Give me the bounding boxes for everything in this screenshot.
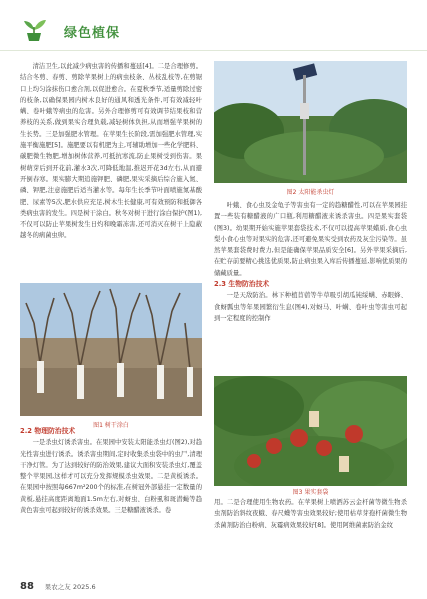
figure-tree-whitewash-photo: [20, 283, 202, 416]
column-right-lower-text: [214, 497, 407, 531]
paragraph: 清洁卫生,以此减少病虫害的传播和蔓延[4]。二是合理修剪。结合冬剪、春剪、剪除苹果树上的病虫枝条、丛枝乱枝等,在剪锯口上均匀涂抹伤口愈合剂,以促进愈合。在夏秋季节,适量剪除过密的枝条,以确保果园内树木良好的通风和透光条件,可有效减轻叶螨、卷叶蛾等病虫的危害。另外合理修剪可有效调节结果枝和营养枝的关系,做到果实合理负载,减轻树体负担,从而增强苹果树的生长势。三是加强肥水管理。在苹果生长阶段,需加强肥水管理,实施平衡施肥[5]。施肥要以有机肥为主,可辅助增加一些化学肥料、碳肥微生物肥,增加树体营养,可抵抗寒流,防止果树受到伤害。果树萌芽后到开花前,灌水3次,可降低地温,推迟开花3d左右,从而避开倒春寒。果实膨大期追施钾肥、磷肥,果实采摘后综合施入氮、磷、钾肥,注意施肥后适当灌水等。每年生长季节叶面喷施氮基酸肥、尿素等5次,肥水供应充足,树木生长健康,可有效预防和抵御各类病虫害的发生。四是树干涂白。秋冬对树干进行涂白保护(图1),不仅可以防止苹果树发生日灼和晚霜冻害,还可消灭在树干上隐蔽越冬的病菌虫卵。: [20, 63, 202, 240]
page-header: [0, 0, 427, 52]
magazine-name: 果农之友 2025.6: [44, 583, 96, 591]
paragraph: 用。二是合理使用生物农药。在苹果树上喷洒苏云金杆菌等微生物杀虫剂防治斜纹夜蛾、春尺蠖等害虫效果较好;使用枯草芽孢杆菌微生物杀菌剂防治白粉病、灰霉病效果较好[8]。使用阿维菌素防治金纹: [214, 499, 407, 529]
paragraph: 一是天敌防治。林下种植苜蓿等牛草吸引胡瓜钝绥螨、赤眼蜂、食蚜瓢虫等年果园繁衍生息(图4),对蚜马、叶螨、卷叶虫等害虫可起到一定程度的控制作: [214, 292, 407, 322]
column-left-lower-text: [20, 426, 202, 516]
figure-2-caption: 图2 太阳能杀虫灯: [286, 189, 335, 196]
seedling-pot-icon: [20, 15, 48, 43]
section-title: 绿色植保: [64, 26, 121, 41]
section-heading: 2.3 生物防治技术: [214, 280, 270, 289]
page-number: 88: [20, 581, 34, 592]
column-left-text: [20, 61, 202, 242]
figure-1-caption: 图1 树干涂白: [93, 422, 129, 429]
header-divider: [0, 50, 427, 51]
paragraph: 一是杀虫灯诱杀害虫。在果园中安装太阳能杀虫灯(图2),对趋光性害虫进行诱杀。诱杀害虫期间,定时收集杀虫袋中的虫尸,清理干净灯管。为了达到较好的防治效果,建议大面积安装杀虫灯,覆盖整个苹果园,这样才可以充分发挥规模杀虫效果。二是黄板诱杀。在果园中按照每667m²200个的标准,在树冠外部悬挂一定数量的黄板,悬挂高度距离地面1.5m左右,对蚜虫、白粉虱和斑潜蝇等趋黄色害虫可起到较好的诱杀效果。三是糖醋液诱杀。卷: [20, 439, 202, 515]
figure-solar-insect-lamp-photo: [214, 61, 407, 183]
page-footer: [20, 581, 96, 592]
column-right-text: [214, 200, 407, 324]
section-heading: 2.2 物理防治技术: [20, 427, 76, 435]
figure-fruit-bagging-photo: [214, 376, 407, 486]
figure-3-caption: 图3 果实套袋: [292, 489, 329, 496]
paragraph: 叶蛾、食心虫及金龟子等害虫有一定的趋糖醋性,可以在苹果园挂置一些装有糖醋液的广口瓶,利用糖醋液来诱杀害虫。四是果实套袋(图3)。幼果期开始实施苹果套袋技术,不仅可以提高苹果蜡质,食心虫梨小食心虫等对果实的危害,还可避免果实受到农药及灰尘污染等。虽然苹果套袋费时费力,但是能确保苹果品质安全[6]。另外苹果采摘后,在贮存前要精心挑选优质果,防止病虫果入库后传播蔓延,影响优质果的储藏质量。: [214, 202, 407, 277]
